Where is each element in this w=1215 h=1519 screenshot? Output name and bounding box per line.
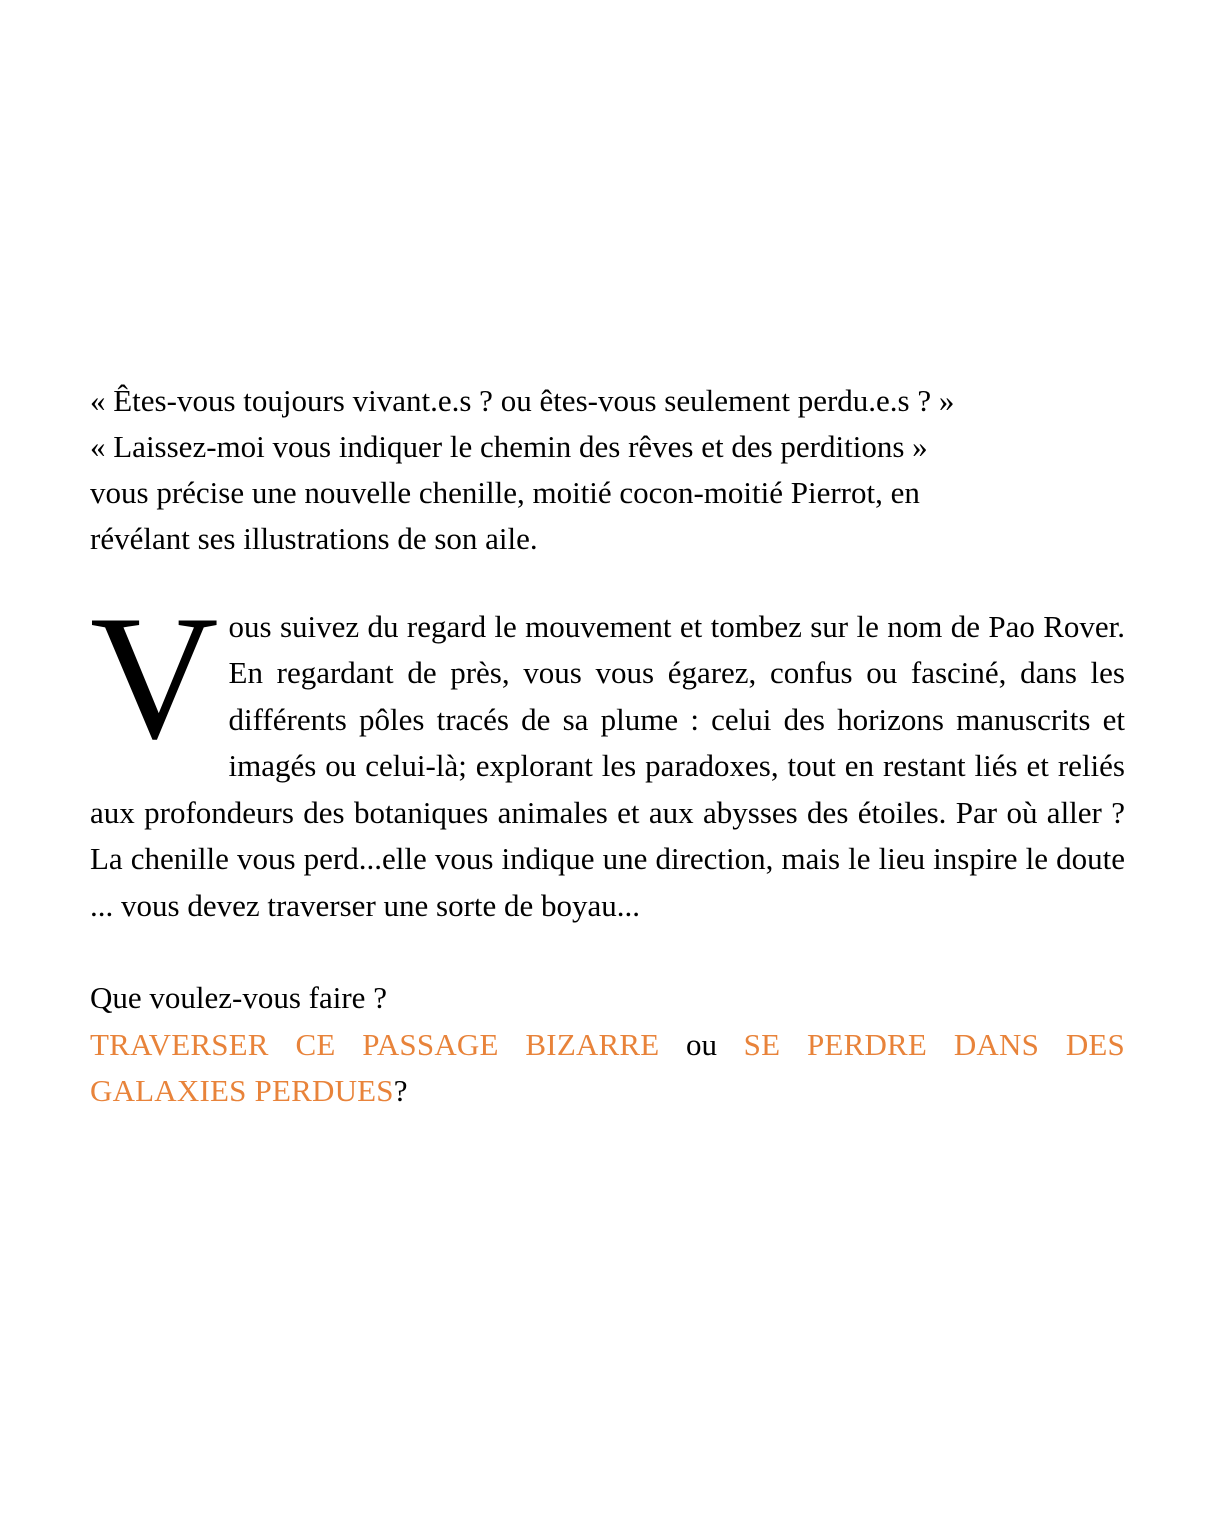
choice-prompt xyxy=(90,975,1125,1115)
intro-line-3: vous précise une nouvelle chenille, moitié cocon-moitié Pierrot, en xyxy=(90,474,920,510)
choice-option-1[interactable]: TRAVERSER CE PASSAGE BIZARRE xyxy=(90,1026,660,1062)
drop-cap: V xyxy=(90,577,219,776)
spacer-2 xyxy=(90,929,1125,975)
intro-line-4: révélant ses illustrations de son aile. xyxy=(90,520,538,556)
intro-line-2: « Laissez-moi vous indiquer le chemin des rêves et des perditions » xyxy=(90,428,928,464)
intro-line-1: « Êtes-vous toujours vivant.e.s ? ou êtes-vous seulement perdu.e.s ? » xyxy=(90,383,955,418)
choice-terminator: ? xyxy=(393,1073,408,1108)
body-paragraph-text: ous suivez du regard le mouvement et tombez sur le nom de Pao Rover. En regardant de près, vous vous égarez, confus ou fasciné, dans les différents pôles tracés de sa plume : celui des horizons manuscrits et imagés ou celui-là; explorant les paradoxes, tout en restant liés et reliés aux profondeurs des botaniques animales et aux abysses des étoiles. Par où aller ? La chenille vous perd...elle vous indique une direction, mais le lieu inspire le doute ... vous devez traverser une sorte de boyau... xyxy=(90,608,1125,923)
body-paragraph xyxy=(90,577,1125,930)
page-content xyxy=(90,378,1125,1115)
spacer-1 xyxy=(90,562,1125,604)
choice-conjunction: ou xyxy=(686,1026,718,1062)
prompt-choices xyxy=(90,1022,1125,1115)
choice-option-2[interactable]: SE PERDRE DANS DES GALAXIES PERDUES xyxy=(90,1026,1125,1108)
prompt-question: Que voulez-vous faire ? xyxy=(90,980,387,1015)
intro-paragraph xyxy=(90,378,1125,562)
